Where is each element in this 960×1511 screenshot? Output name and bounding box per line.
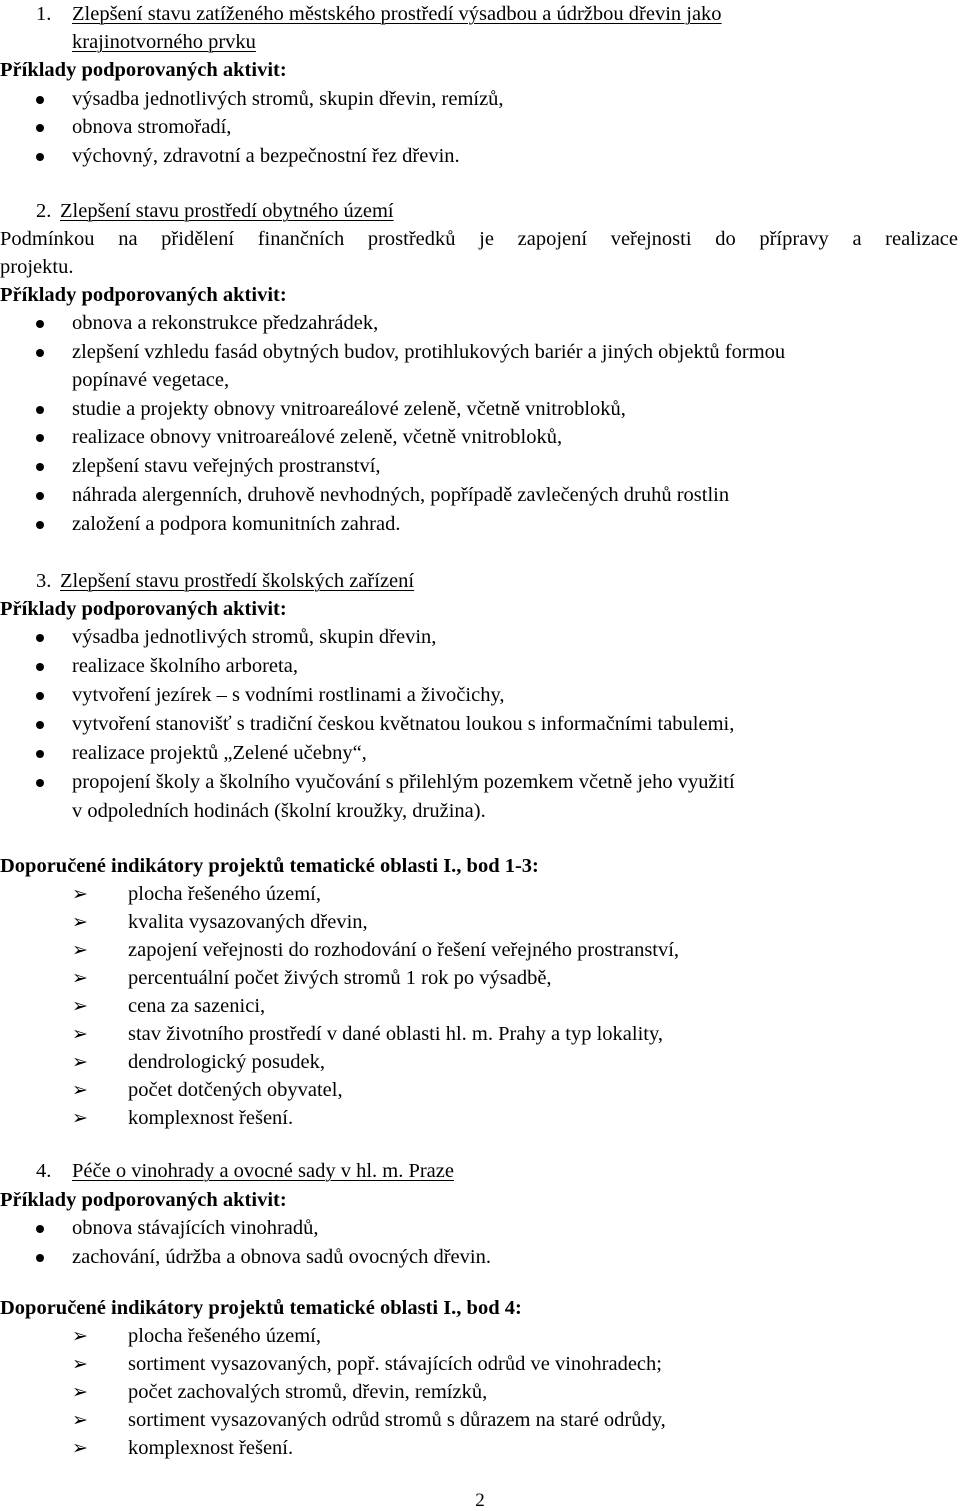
arrow-bullet-icon: ➢ [72, 1107, 88, 1129]
section-4-number: 4. [36, 1160, 52, 1182]
bullet-icon [36, 521, 44, 529]
list-item: počet dotčených obyvatel, [128, 1079, 343, 1101]
list-item: založení a podpora komunitních zahrad. [72, 513, 401, 535]
bullet-icon [36, 692, 44, 700]
list-item: výchovný, zdravotní a bezpečnostní řez dřevin. [72, 145, 460, 167]
arrow-bullet-icon: ➢ [72, 939, 88, 961]
list-item: dendrologický posudek, [128, 1051, 325, 1073]
section-1-title-line1: Zlepšení stavu zatíženého městského prostředí výsadbou a údržbou dřevin jako [72, 3, 722, 25]
section-2-title: Zlepšení stavu prostředí obytného území [60, 200, 394, 222]
list-item: realizace projektů „Zelené učebny“, [72, 742, 367, 764]
arrow-bullet-icon: ➢ [72, 1325, 88, 1347]
list-item: propojení školy a školního vyučování s přilehlým pozemkem včetně jeho využití [72, 771, 735, 793]
arrow-bullet-icon: ➢ [72, 911, 88, 933]
list-item: plocha řešeného území, [128, 1325, 321, 1347]
arrow-bullet-icon: ➢ [72, 1409, 88, 1431]
list-item: obnova a rekonstrukce předzahrádek, [72, 312, 379, 334]
list-item: sortiment vysazovaných odrůd stromů s důrazem na staré odrůdy, [128, 1409, 666, 1431]
section-1-examples-heading: Příklady podporovaných aktivit: [0, 59, 287, 81]
arrow-bullet-icon: ➢ [72, 1381, 88, 1403]
bullet-icon [36, 750, 44, 758]
list-item: kvalita vysazovaných dřevin, [128, 911, 368, 933]
list-item: realizace školního arboreta, [72, 655, 298, 677]
section-2-condition-line1: Podmínkou na přidělení finančních prostředků je zapojení veřejnosti do přípravy a realizace [0, 228, 958, 250]
list-item: vytvoření jezírek – s vodními rostlinami a živočichy, [72, 684, 505, 706]
list-item: komplexnost řešení. [128, 1107, 294, 1129]
list-item: počet zachovalých stromů, dřevin, remízků, [128, 1381, 488, 1403]
list-item: stav životního prostředí v dané oblasti hl. m. Prahy a typ lokality, [128, 1023, 664, 1045]
bullet-icon [36, 349, 44, 357]
bullet-icon [36, 1225, 44, 1233]
indicators-1-heading: Doporučené indikátory projektů tematické oblasti I., bod 1-3: [0, 855, 539, 877]
list-item: výsadba jednotlivých stromů, skupin dřevin, [72, 626, 437, 648]
arrow-bullet-icon: ➢ [72, 1051, 88, 1073]
list-item: vytvoření stanovišť s tradiční českou květnatou loukou s informačními tabulemi, [72, 713, 735, 735]
list-item-continuation: v odpoledních hodinách (školní kroužky, družina). [72, 800, 486, 822]
bullet-icon [36, 434, 44, 442]
indicators-2-heading: Doporučené indikátory projektů tematické oblasti I., bod 4: [0, 1297, 522, 1319]
section-4-title: Péče o vinohrady a ovocné sady v hl. m. Praze [72, 1160, 454, 1182]
arrow-bullet-icon: ➢ [72, 1079, 88, 1101]
list-item: zlepšení vzhledu fasád obytných budov, protihlukových bariér a jiných objektů formou [72, 341, 786, 363]
list-item: obnova stromořadí, [72, 116, 232, 138]
bullet-icon [36, 721, 44, 729]
bullet-icon [36, 492, 44, 500]
bullet-icon [36, 153, 44, 161]
list-item: realizace obnovy vnitroareálové zeleně, včetně vnitrobloků, [72, 426, 563, 448]
section-3-number: 3. [36, 570, 52, 592]
list-item: zapojení veřejnosti do rozhodování o řešení veřejného prostranství, [128, 939, 680, 961]
bullet-icon [36, 406, 44, 414]
list-item: cena za sazenici, [128, 995, 266, 1017]
arrow-bullet-icon: ➢ [72, 1023, 88, 1045]
bullet-icon [36, 320, 44, 328]
list-item-continuation: popínavé vegetace, [72, 369, 230, 391]
list-item: komplexnost řešení. [128, 1437, 294, 1459]
bullet-icon [36, 779, 44, 787]
bullet-icon [36, 96, 44, 104]
section-3-examples-heading: Příklady podporovaných aktivit: [0, 598, 287, 620]
list-item: zlepšení stavu veřejných prostranství, [72, 455, 381, 477]
list-item: výsadba jednotlivých stromů, skupin dřevin, remízů, [72, 88, 504, 110]
arrow-bullet-icon: ➢ [72, 1437, 88, 1459]
bullet-icon [36, 663, 44, 671]
section-3-title: Zlepšení stavu prostředí školských zařízení [60, 570, 415, 592]
list-item: náhrada alergenních, druhově nevhodných, popřípadě zavlečených druhů rostlin [72, 484, 730, 506]
bullet-icon [36, 1254, 44, 1262]
list-item: plocha řešeného území, [128, 883, 321, 905]
list-item: sortiment vysazovaných, popř. stávajících odrůd ve vinohradech; [128, 1353, 662, 1375]
section-1-title-line2: krajinotvorného prvku [72, 31, 256, 53]
section-1-number: 1. [36, 3, 52, 25]
list-item: obnova stávajících vinohradů, [72, 1217, 319, 1239]
list-item: studie a projekty obnovy vnitroareálové zeleně, včetně vnitrobloků, [72, 398, 626, 420]
list-item: zachování, údržba a obnova sadů ovocných dřevin. [72, 1246, 491, 1268]
list-item: percentuální počet živých stromů 1 rok po výsadbě, [128, 967, 552, 989]
section-2-condition-line2: projektu. [0, 256, 74, 278]
arrow-bullet-icon: ➢ [72, 967, 88, 989]
arrow-bullet-icon: ➢ [72, 1353, 88, 1375]
section-2-examples-heading: Příklady podporovaných aktivit: [0, 284, 287, 306]
arrow-bullet-icon: ➢ [72, 883, 88, 905]
arrow-bullet-icon: ➢ [72, 995, 88, 1017]
section-2-number: 2. [36, 200, 52, 222]
bullet-icon [36, 463, 44, 471]
bullet-icon [36, 124, 44, 132]
section-4-examples-heading: Příklady podporovaných aktivit: [0, 1189, 287, 1211]
bullet-icon [36, 634, 44, 642]
page-number: 2 [475, 1490, 485, 1511]
